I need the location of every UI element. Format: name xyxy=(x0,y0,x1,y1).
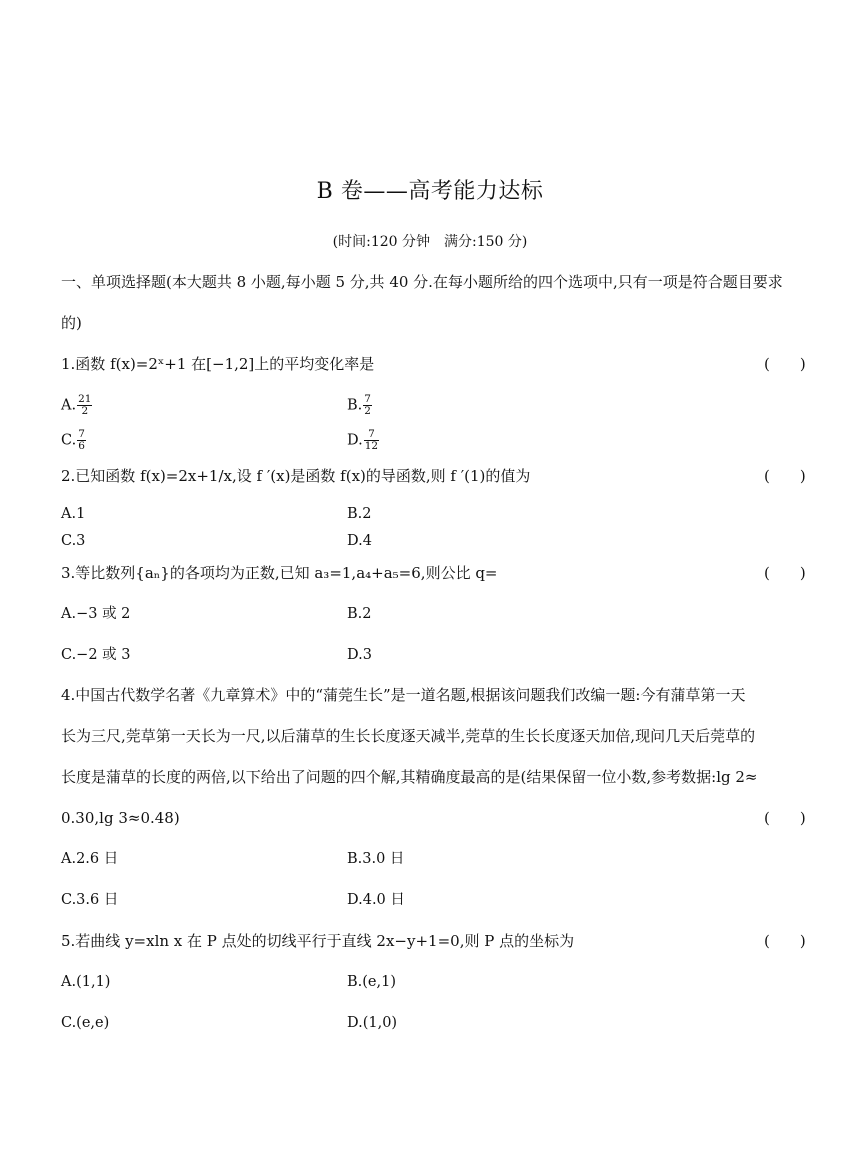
q1-option-b xyxy=(347,394,372,417)
answer-paren-5: ( ) xyxy=(764,932,806,950)
q4-option-c: C.3.6 日 xyxy=(61,892,119,908)
question-2-stem: 2.已知函数 f(x)=2x+1/x,设 f ′(x)是函数 f(x)的导函数,则 f ′(1)的值为 xyxy=(61,467,531,485)
q1-option-d-label: D. xyxy=(347,432,363,449)
q5-option-d: D.(1,0) xyxy=(347,1015,398,1031)
q2-option-c: C.3 xyxy=(61,533,86,549)
q3-option-d: D.3 xyxy=(347,647,372,663)
q3-option-c: C.−2 或 3 xyxy=(61,647,131,663)
exam-info: (时间:120 分钟 满分:150 分) xyxy=(332,234,528,250)
section-heading-cont: 的) xyxy=(61,314,82,332)
q2-option-d: D.4 xyxy=(347,533,372,549)
question-4-stem-line-1: 4.中国古代数学名著《九章算术》中的“蒲莞生长”是一道名题,根据该问题我们改编一题:今有蒲草第一天 xyxy=(61,686,746,704)
q4-option-b: B.3.0 日 xyxy=(347,851,405,867)
question-3-stem: 3.等比数列{aₙ}的各项均为正数,已知 a₃=1,a₄+a₅=6,则公比 q= xyxy=(61,564,498,582)
q1-option-a-label: A. xyxy=(61,397,77,414)
answer-paren-4: ( ) xyxy=(764,809,806,827)
page-title: B 卷——高考能力达标 xyxy=(316,179,544,204)
q1-option-c-fraction: $\frac{7}{6}$ xyxy=(78,428,85,452)
q4-option-a: A.2.6 日 xyxy=(61,851,119,867)
question-4-stem-line-2: 长为三尺,莞草第一天长为一尺,以后蒲草的生长长度逐天减半,莞草的生长长度逐天加倍,现问几天后莞草的 xyxy=(61,727,756,745)
q5-option-c: C.(e,e) xyxy=(61,1015,110,1031)
q1-option-d-fraction: $\frac{7}{12}$ xyxy=(364,428,379,452)
question-5-stem: 5.若曲线 y=xln x 在 P 点处的切线平行于直线 2x−y+1=0,则 P 点的坐标为 xyxy=(61,932,575,950)
answer-paren-3: ( ) xyxy=(764,564,806,582)
q1-option-c xyxy=(61,429,86,452)
q1-option-d xyxy=(347,429,379,452)
question-1-stem: 1.函数 f(x)=2ˣ+1 在[−1,2]上的平均变化率是 xyxy=(61,355,375,373)
q1-option-a xyxy=(61,394,92,417)
question-4-stem-line-3: 长度是蒲草的长度的两倍,以下给出了问题的四个解,其精确度最高的是(结果保留一位小数,参考数据:lg 2≈ xyxy=(61,768,758,786)
section-heading: 一、单项选择题(本大题共 8 小题,每小题 5 分,共 40 分.在每小题所给的四个选项中,只有一项是符合题目要求 xyxy=(61,273,783,291)
answer-paren-2: ( ) xyxy=(764,467,806,485)
q1-option-a-fraction: $\frac{21}{2}$ xyxy=(78,393,92,417)
q3-option-b: B.2 xyxy=(347,606,372,622)
q4-option-d: D.4.0 日 xyxy=(347,892,405,908)
q1-option-c-label: C. xyxy=(61,432,77,449)
q2-option-a: A.1 xyxy=(61,506,86,522)
question-4-stem-line-4: 0.30,lg 3≈0.48) xyxy=(61,809,180,827)
q5-option-a: A.(1,1) xyxy=(61,974,111,990)
q1-option-b-label: B. xyxy=(347,397,363,414)
q2-option-b: B.2 xyxy=(347,506,372,522)
q1-option-b-fraction: $\frac{7}{2}$ xyxy=(364,393,371,417)
q5-option-b: B.(e,1) xyxy=(347,974,396,990)
q3-option-a: A.−3 或 2 xyxy=(61,606,131,622)
answer-paren-1: ( ) xyxy=(764,355,806,373)
